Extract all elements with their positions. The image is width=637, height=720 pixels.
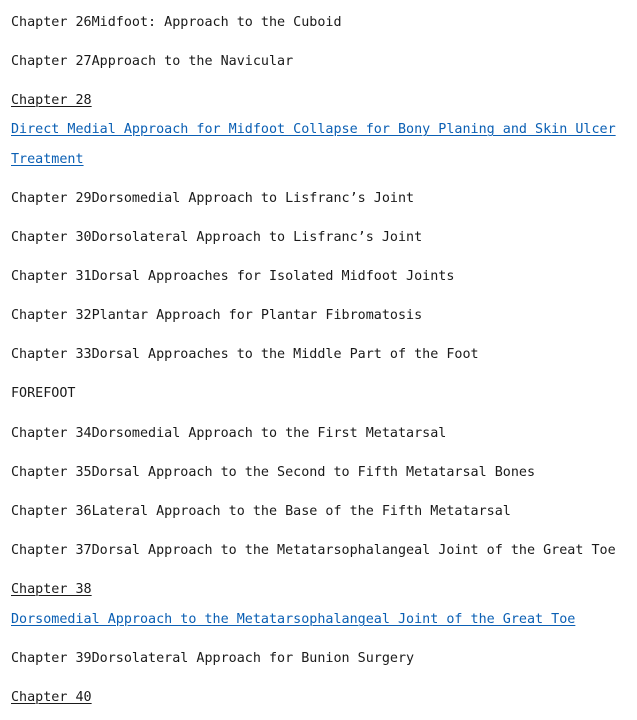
chapter-title: Dorsolateral Approach for Bunion Surgery — [91, 651, 415, 666]
chapter-title: Midfoot: Approach to the Cuboid — [91, 15, 342, 30]
chapter-38-title-link[interactable]: Dorsomedial Approach to the Metatarsophalangeal Joint of the Great Toe — [11, 612, 576, 627]
chapter-number: Chapter 33 — [11, 347, 92, 362]
section-heading-forefoot — [11, 385, 76, 403]
chapter-title: Approach to the Navicular — [91, 54, 294, 69]
chapter-number: Chapter 27 — [11, 54, 92, 69]
chapter-number: Chapter 39 — [11, 651, 92, 666]
chapter-number: Chapter 35 — [11, 465, 92, 480]
chapter-number: Chapter 26 — [11, 15, 92, 30]
section-heading: FOREFOOT — [11, 386, 76, 401]
toc-entry-35 — [11, 464, 535, 482]
toc-entry-38-number[interactable] — [11, 581, 92, 599]
chapter-28-title-link[interactable]: Direct Medial Approach for Midfoot Collapse for Bony Planing and Skin Ulcer — [11, 122, 616, 137]
chapter-title: Dorsomedial Approach to the First Metatarsal — [91, 426, 447, 441]
chapter-number: Chapter 36 — [11, 504, 92, 519]
toc-entry-31 — [11, 268, 454, 286]
chapter-title: Lateral Approach to the Base of the Fifth Metatarsal — [91, 504, 511, 519]
chapter-title: Dorsolateral Approach to Lisfranc’s Joint — [91, 230, 423, 245]
chapter-number: Chapter 29 — [11, 191, 92, 206]
toc-entry-30 — [11, 229, 422, 247]
chapter-38-link[interactable]: Chapter 38 — [11, 582, 92, 597]
chapter-number: Chapter 30 — [11, 230, 92, 245]
toc-entry-34 — [11, 425, 446, 443]
chapter-28-link[interactable]: Chapter 28 — [11, 93, 92, 108]
toc-entry-32 — [11, 307, 422, 325]
chapter-title: Plantar Approach for Plantar Fibromatosis — [91, 308, 423, 323]
chapter-title: Dorsal Approach to the Second to Fifth Metatarsal Bones — [91, 465, 536, 480]
toc-entry-28-title-line2[interactable] — [11, 151, 84, 169]
chapter-number: Chapter 34 — [11, 426, 92, 441]
toc-entry-28-number[interactable] — [11, 92, 92, 110]
chapter-title: Dorsomedial Approach to Lisfranc’s Joint — [91, 191, 415, 206]
toc-entry-38-title[interactable] — [11, 611, 575, 629]
toc-entry-40-number[interactable] — [11, 689, 92, 707]
chapter-title: Dorsal Approach to the Metatarsophalangeal Joint of the Great Toe — [91, 543, 616, 558]
chapter-title: Dorsal Approaches for Isolated Midfoot Joints — [91, 269, 455, 284]
toc-entry-39 — [11, 650, 414, 668]
toc-entry-26 — [11, 14, 342, 32]
chapter-40-link[interactable]: Chapter 40 — [11, 690, 92, 705]
chapter-number: Chapter 32 — [11, 308, 92, 323]
chapter-title: Dorsal Approaches to the Middle Part of the Foot — [91, 347, 479, 362]
toc-entry-27 — [11, 53, 293, 71]
chapter-number: Chapter 31 — [11, 269, 92, 284]
toc-entry-36 — [11, 503, 511, 521]
toc-entry-29 — [11, 190, 414, 208]
toc-entry-33 — [11, 346, 479, 364]
chapter-number: Chapter 37 — [11, 543, 92, 558]
toc-entry-37 — [11, 542, 616, 560]
toc-entry-28-title-line1[interactable] — [11, 121, 616, 139]
chapter-28-title-link-continued[interactable]: Treatment — [11, 152, 84, 167]
